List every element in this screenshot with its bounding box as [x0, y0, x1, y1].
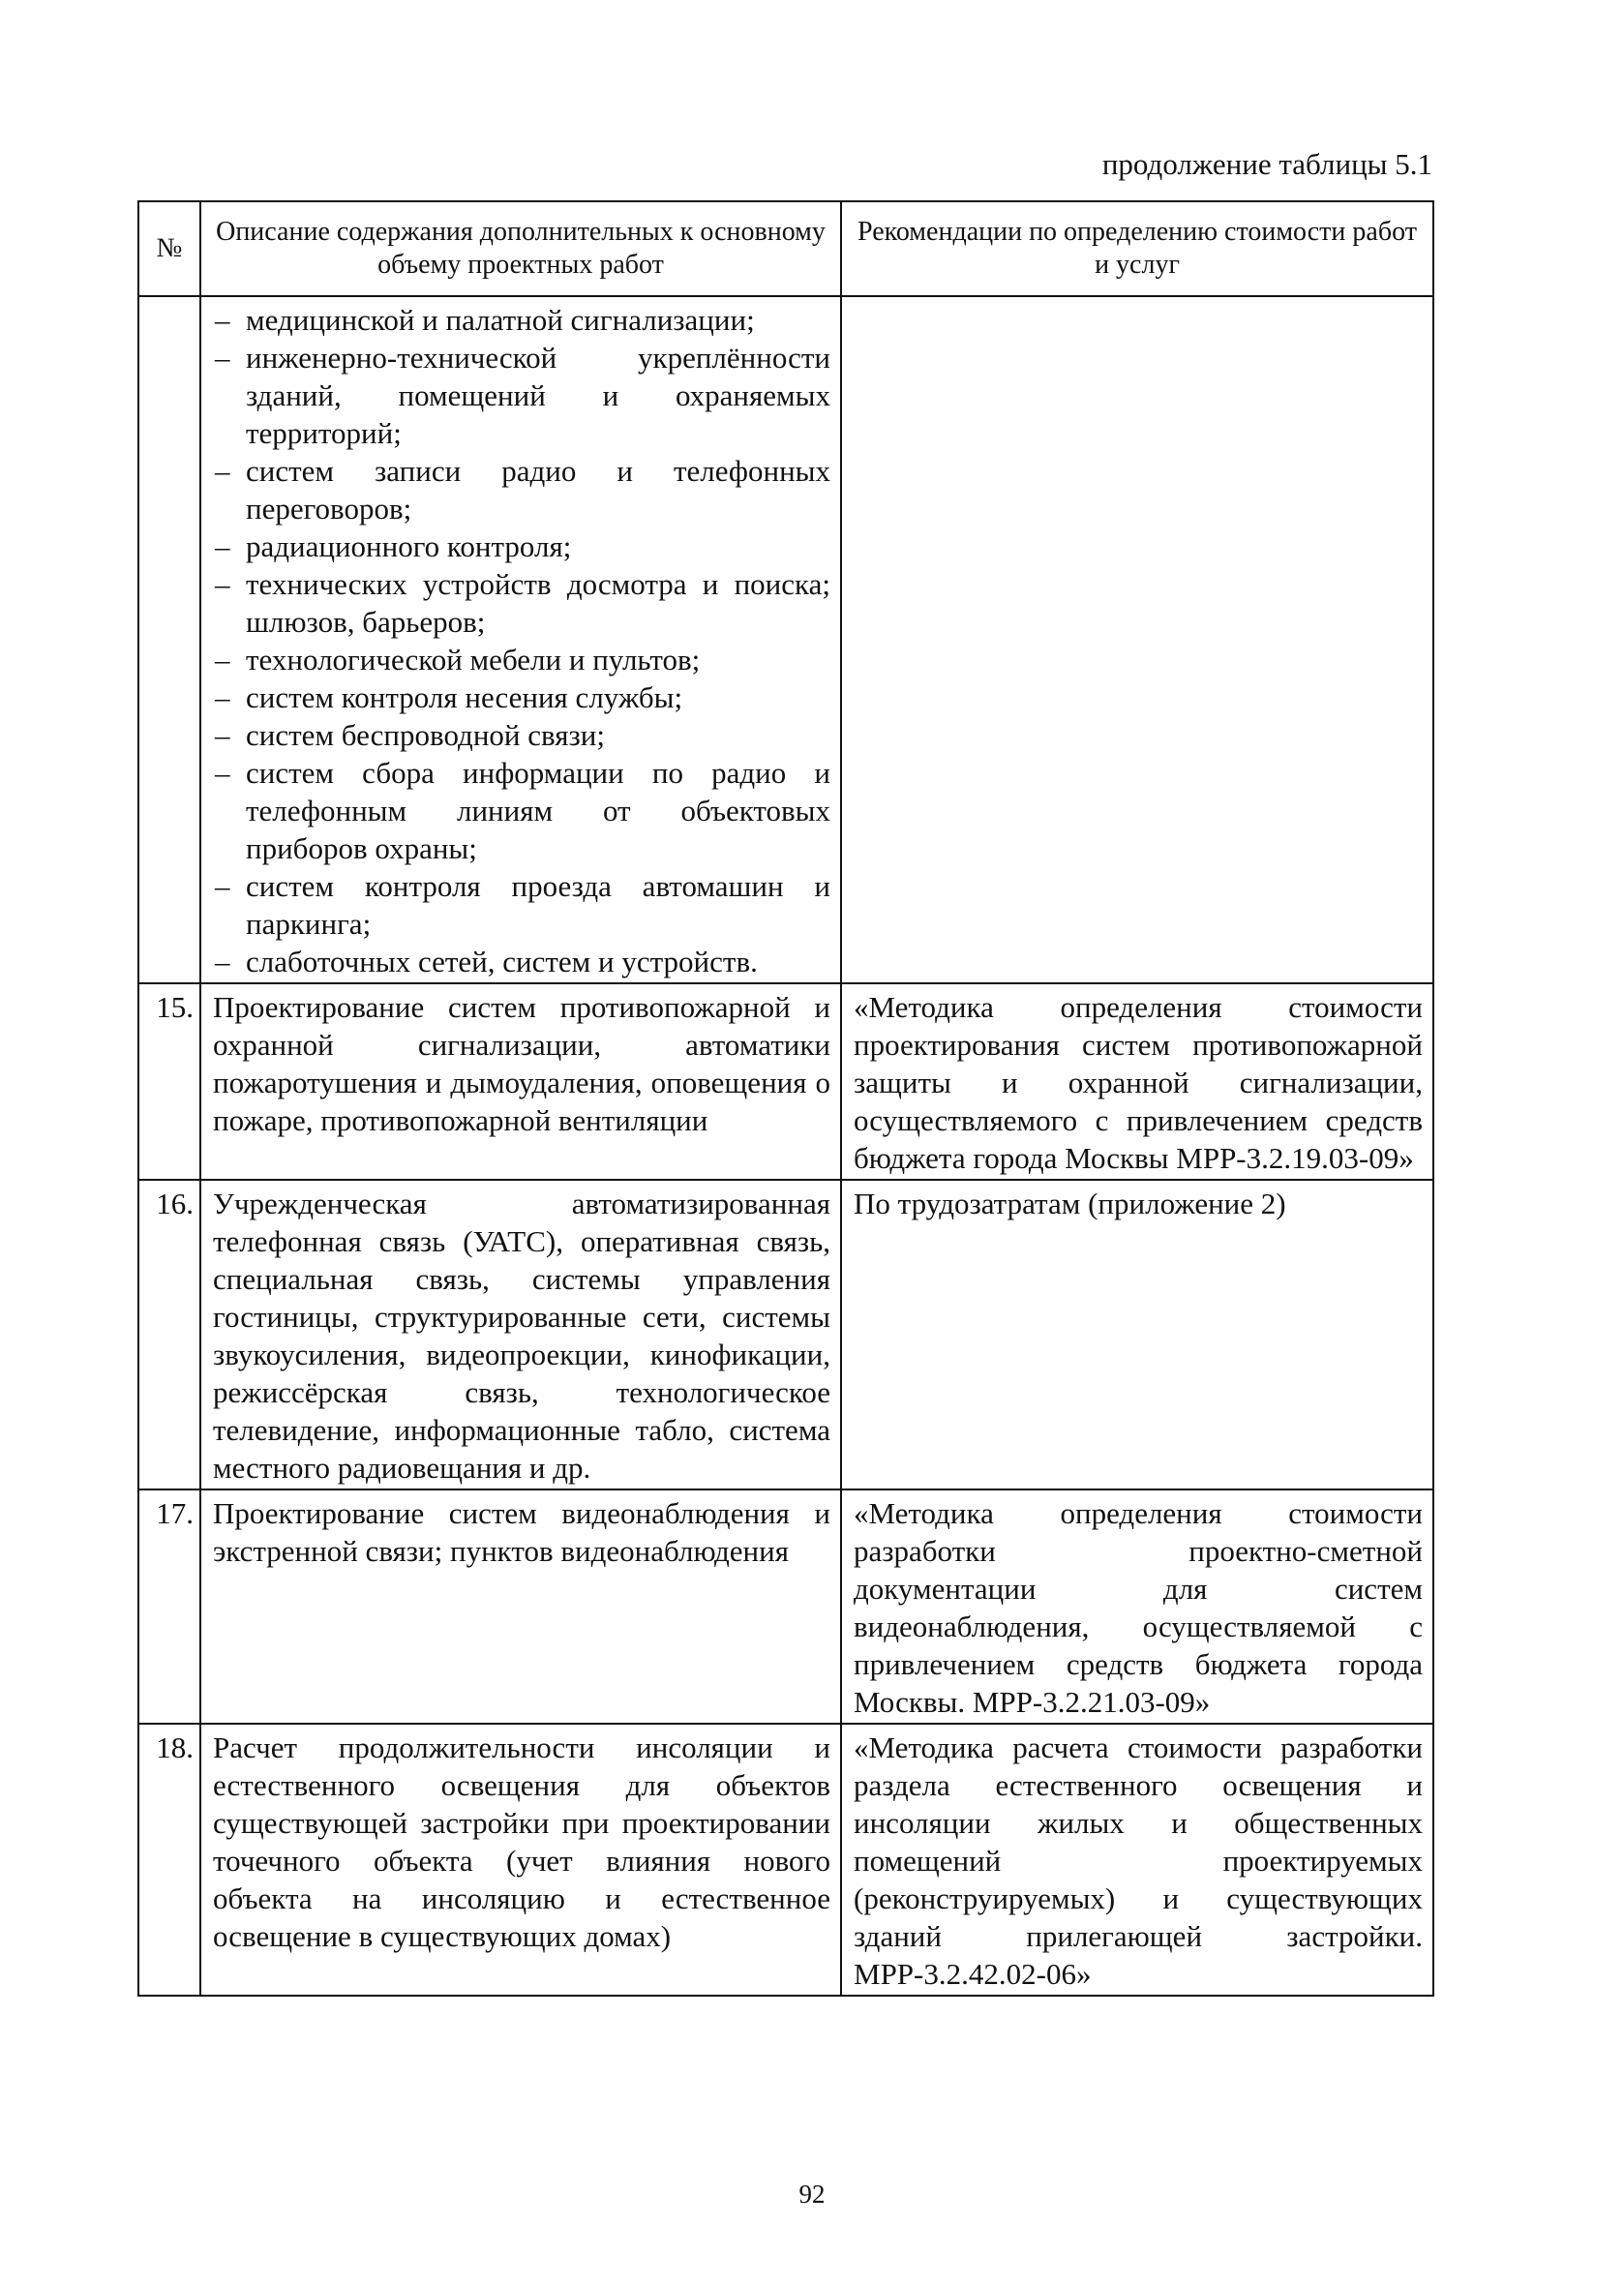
row-description: Проектирование систем противопожарной и охранной сигнализации, автоматики пожаротушения и дымоудаления, оповещения о пожаре, противопожарной вентиляции	[200, 983, 841, 1180]
row-number: 18.	[138, 1724, 200, 1996]
bullet-dash: –	[215, 341, 230, 375]
bullet-dash: –	[215, 567, 230, 601]
table-row	[138, 1724, 1433, 1996]
row-recommendation: «Методика определения стоимости разработки проектно-сметной документации для систем видеонаблюдения, осуществляемой с привлечением средств бюджета города Москвы. МРР-3.2.21.03-09»	[841, 1489, 1433, 1724]
table-continuation-caption: продолжение таблицы 5.1	[1101, 147, 1432, 181]
row-description: Проектирование систем видеонаблюдения и экстренной связи; пунктов видеонаблюдения	[200, 1489, 841, 1724]
bullet-dash: –	[215, 756, 230, 790]
list-item: – технологической мебели и пультов;	[215, 643, 701, 677]
list-item: – медицинской и палатной сигнализации;	[215, 303, 755, 337]
cell-recommendation-empty	[841, 296, 1433, 983]
bullet-dash: –	[215, 869, 230, 903]
table-header-row	[138, 201, 1433, 296]
row-number: 16.	[138, 1180, 200, 1489]
table-row	[138, 983, 1433, 1180]
list-item: – радиационного контроля;	[215, 529, 572, 563]
table-row-continuation	[138, 296, 1433, 983]
table-row	[138, 1489, 1433, 1724]
list-item: – систем сбора информации по радио и телефонным линиям от объектовых приборов охраны;	[215, 756, 830, 865]
bullet-dash: –	[215, 529, 230, 563]
recommendations-table	[137, 200, 1434, 1997]
page-number: 92	[798, 2180, 826, 2209]
bullet-dash: –	[215, 680, 230, 714]
row-recommendation: По трудозатратам (приложение 2)	[841, 1180, 1433, 1489]
continuation-bullet-list	[213, 301, 830, 980]
row-number: 15.	[138, 983, 200, 1180]
row-description: Учрежденческая автоматизированная телефонная связь (УАТС), оперативная связь, специальная связь, системы управления гостиницы, структурированные сети, системы звукоусиления, видеопроекции, кинофикации, режиссёрская связь, технологическое телевидение, информационные табло, система местного радиовещания и др.	[200, 1180, 841, 1489]
list-item: – инженерно-технической укреплённости зданий, помещений и охраняемых территорий;	[215, 341, 830, 450]
list-item: – систем контроля несения службы;	[215, 680, 683, 714]
list-item: – систем беспроводной связи;	[215, 718, 605, 752]
header-num: №	[138, 201, 200, 296]
list-item: – технических устройств досмотра и поиска; шлюзов, барьеров;	[215, 567, 830, 639]
bullet-dash: –	[215, 303, 230, 337]
bullet-dash: –	[215, 945, 230, 978]
header-description: Описание содержания дополнительных к основному объему проектных работ	[200, 201, 841, 296]
row-recommendation: «Методика определения стоимости проектирования систем противопожарной защиты и охранной сигнализации, осуществляемого с привлечением средств бюджета города Москвы МРР-3.2.19.03-09»	[841, 983, 1433, 1180]
list-item: – систем контроля проезда автомашин и паркинга;	[215, 869, 830, 941]
cell-num-empty	[138, 296, 200, 983]
cell-continuation-list	[200, 296, 841, 983]
bullet-dash: –	[215, 718, 230, 752]
row-description: Расчет продолжительности инсоляции и естественного освещения для объектов существующей застройки при проектировании точечного объекта (учет влияния нового объекта на инсоляцию и естественное освещение в существующих домах)	[200, 1724, 841, 1996]
bullet-dash: –	[215, 643, 230, 677]
list-item: – слаботочных сетей, систем и устройств.	[215, 945, 758, 978]
bullet-dash: –	[215, 454, 230, 488]
table-row	[138, 1180, 1433, 1489]
header-recommendation: Рекомендации по определению стоимости работ и услуг	[841, 201, 1433, 296]
row-number: 17.	[138, 1489, 200, 1724]
list-item: – систем записи радио и телефонных переговоров;	[215, 454, 830, 526]
row-recommendation: «Методика расчета стоимости разработки раздела естественного освещения и инсоляции жилых и общественных помещений проектируемых (реконструируемых) и существующих зданий прилегающей застройки. МРР-3.2.42.02-06»	[841, 1724, 1433, 1996]
